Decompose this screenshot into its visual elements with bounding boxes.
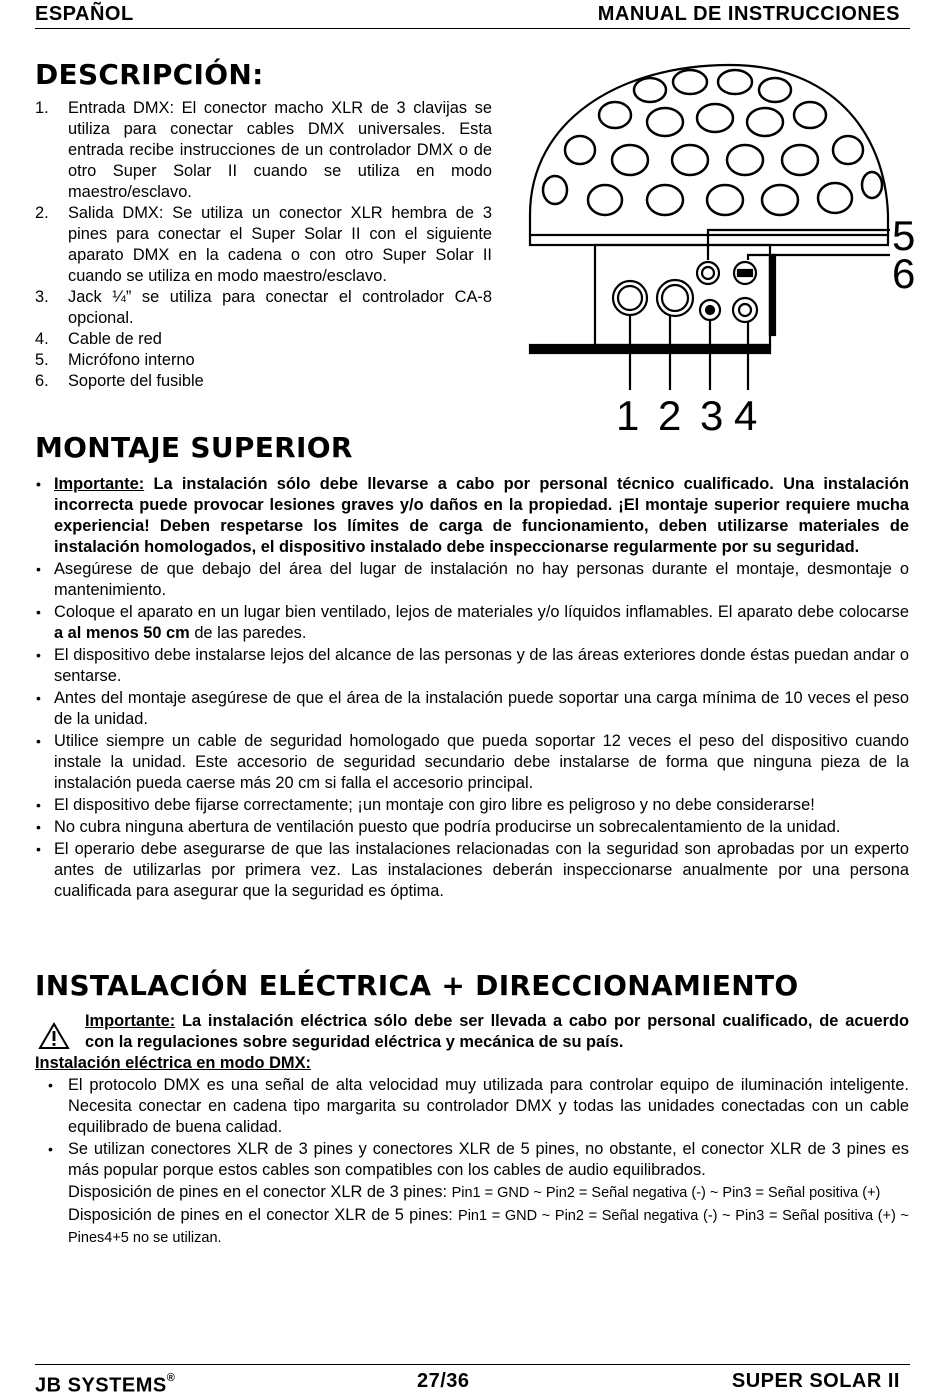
list-item: 2. Salida DMX: Se utiliza un conector XLR hembra de 3 pines para conectar el Super Solar II con el siguiente aparato DMX en la cadena o con otro Super Solar II cuando se utiliza en modo maestro/esclavo. (35, 204, 492, 285)
page-number: 27/36 (417, 1370, 470, 1392)
mounting-list (35, 474, 909, 903)
figure-label-5: 5 (892, 212, 916, 259)
figure-label-2: 2 (658, 392, 682, 439)
list-item: • Importante: La instalación sólo debe llevarse a cabo por personal técnico cualificado. Una instalación incorrecta puede provocar lesiones graves y/o daños en la propiedad. ¡El montaje superior requiere mucha experiencia! Deben respetarse los límites de carga de funcionamiento, deben utilizarse materiales de instalación homologados, el dispositivo instalado debe inspeccionarse regularmente por su seguridad. (35, 474, 909, 558)
list-item: • No cubra ninguna abertura de ventilación puesto que podría producirse un sobrecalentamiento de la unidad. (35, 817, 909, 838)
header-language: ESPAÑOL (35, 3, 134, 25)
pin-layout-5: Disposición de pines en el conector XLR de 5 pines: Pin1 = GND ~ Pin2 = Señal negativa (-) ~ Pin3 = Señal positiva (+) ~ Pines4+5 no se utilizan. (68, 1206, 909, 1246)
pin-layout-3: Disposición de pines en el conector XLR de 3 pines: Pin1 = GND ~ Pin2 = Señal negativa (-) ~ Pin3 = Señal positiva (+) (68, 1183, 881, 1201)
list-item: 6. Soporte del fusible (35, 372, 204, 390)
list-item: • El dispositivo debe fijarse correctamente; ¡un montaje con giro libre es peligroso y no debe considerarse! (35, 795, 909, 816)
header-manual-title: MANUAL DE INSTRUCCIONES (597, 3, 900, 25)
electrical-important-note: Importante: La instalación eléctrica sólo debe ser llevada a cabo por personal cualificado, de acuerdo con la regulaciones sobre seguridad eléctrica y mecánica de su país. (85, 1012, 909, 1051)
footer-brand: JB SYSTEMS® (35, 1372, 176, 1397)
page-footer (35, 1364, 910, 1395)
footer-product: SUPER SOLAR II (731, 1370, 900, 1392)
list-item: 5. Micrófono interno (35, 351, 195, 369)
list-item: • Coloque el aparato en un lugar bien ventilado, lejos de materiales y/o líquidos inflamables. El aparato debe colocarse a al menos 50 cm de las paredes. (35, 602, 909, 644)
figure-label-4: 4 (734, 392, 758, 439)
list-item: 4. Cable de red (35, 330, 162, 348)
electrical-list (35, 1075, 909, 1250)
dmx-subheading: Instalación eléctrica en modo DMX: (35, 1054, 311, 1072)
warning-icon (38, 1022, 70, 1050)
section-title-descripcion: DESCRIPCIÓN: (35, 58, 264, 91)
section-title-montaje: MONTAJE SUPERIOR (35, 431, 353, 464)
figure-label-6: 6 (892, 250, 916, 297)
page-header (35, 4, 910, 29)
figure-label-1: 1 (616, 392, 640, 439)
list-item: 1. Entrada DMX: El conector macho XLR de 3 clavijas se utiliza para conectar cables DMX universales. Esta entrada recibe instrucciones de un controlador DMX o de otro Super Solar II cuando se utiliza en modo maestro/esclavo. (35, 99, 492, 201)
list-item: 3. Jack ¼” se utiliza para conectar el controlador CA-8 opcional. (35, 288, 492, 327)
list-item: • El dispositivo debe instalarse lejos del alcance de las personas y de las áreas exteriores donde éstas puedan andar o sentarse. (35, 645, 909, 687)
list-item: • Antes del montaje asegúrese de que el área de la instalación puede soportar una carga mínima de 10 veces el peso de la unidad. (35, 688, 909, 730)
device-rear-panel-diagram (510, 60, 930, 440)
list-item: • Asegúrese de que debajo del área del lugar de instalación no hay personas durante el montaje, desmontaje o mantenimiento. (35, 559, 909, 601)
list-item: • El operario debe asegurarse de que las instalaciones relacionadas con la seguridad son aprobadas por un experto antes de utilizarlas por primera vez. Las instalaciones deberán inspeccionarse anualmente por una persona cualificada para asegurar que la seguridad es óptima. (35, 839, 909, 902)
list-item: • Se utilizan conectores XLR de 3 pines y conectores XLR de 5 pines, no obstante, el conector XLR de 3 pines es más popular porque estos cables son compatibles con los cables de audio equilibrados. (35, 1139, 909, 1181)
list-item: • Utilice siempre un cable de seguridad homologado que pueda soportar 12 veces el peso del dispositivo cuando instale la unidad. Este accesorio de seguridad secundario debe instalarse de forma que ninguna pieza de la instalación pueda caerse más 20 cm si falla el accesorio principal. (35, 731, 909, 794)
figure-label-3: 3 (700, 392, 724, 439)
description-list (35, 98, 492, 392)
list-item: • El protocolo DMX es una señal de alta velocidad muy utilizada para controlar equipo de iluminación inteligente. Necesita conectar en cadena tipo margarita su controlador DMX y todas las unidades conectadas con un cable equilibrado de buena calidad. (35, 1075, 909, 1138)
section-title-instalacion: INSTALACIÓN ELÉCTRICA + DIRECCIONAMIENTO (35, 969, 799, 1002)
